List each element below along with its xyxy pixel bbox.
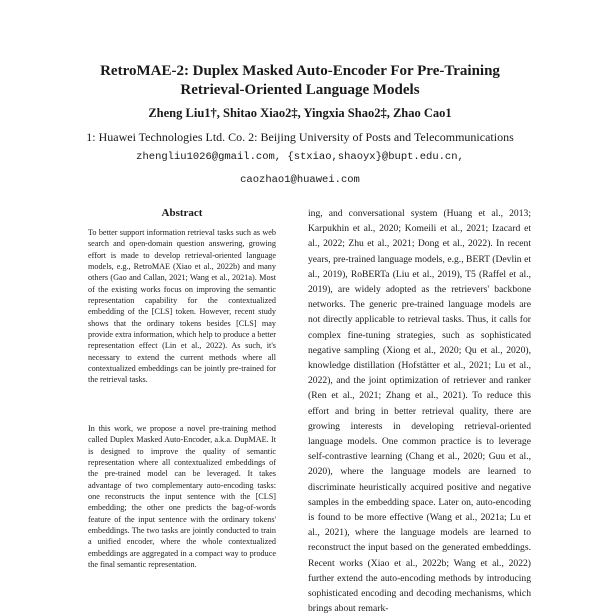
title-line-2: Retrieval-Oriented Language Models [180, 82, 420, 98]
affiliations: 1: Huawei Technologies Ltd. Co. 2: Beijing University of Posts and Telecommunications [86, 130, 514, 144]
body-paragraph: ing, and conversational system (Huang et al., 2013; Karpukhin et al., 2020; Komeili et al., 2021; Izacard et al., 2022; Zhu et al., 2021; Dong et al., 2022). In recent years, pre-trained language models, e.g., BERT (Devlin et al., 2019), RoBERTa (Liu et al., 2019), T5 (Raffel et al., 2019), are widely adopted as the retrievers' backbone networks. The generic pre-trained language models are not directly applicable to retrieval tasks. Thus, it calls for complex fine-tuning strategies, such as sophisticated negative sampling (Xiong et al., 2020; Qu et al., 2020), knowledge distillation (Hofstätter et al., 2021; Lu et al., 2022), and the joint optimization of retriever and ranker (Ren et al., 2021; Zhang et al., 2021). To reduce this effort and bring in better retrieval quality, there are growing interests in developing retrieval-oriented language models. One common practice is to leverage self-contrastive learning (Chang et al., 2020; Guu et al., 2020), where the language models are learned to discriminate heuristically acquired positive and negative samples in the embedding space. Later on, auto-encoding is found to be more effective (Wang et al., 2021a; Lu et al., 2021), where the language models are learned to reconstruct the input based on the generated embeddings. Recent works (Xiao et al., 2022b; Wang et al., 2022) further extend the auto-encoding methods by introducing sophisticated encoding and decoding mechanisms, which brings about remark- [308, 208, 531, 615]
abstract-heading: Abstract [161, 207, 203, 219]
abstract-paragraph-1: To better support information retrieval tasks such as web search and open-domain question answering, growing effort is made to develop retrieval-oriented language models, e.g., RetroMAE (Xiao et al., 2022b) and many others (Gao and Callan, 2021; Wang et al., 2021a). Most of the existing works focus on improving the semantic representation capability for the contextualized embedding of the [CLS] token. However, recent study shows that the ordinary tokens besides [CLS] may provide extra information, which help to produce a better representation effect (Lin et al., 2022). As such, it's necessary to extend the current methods where all contextualized embeddings can be jointly pre-trained for the retrieval tasks. [88, 228, 276, 385]
abstract-paragraph-2: In this work, we propose a novel pre-training method called Duplex Masked Auto-Encoder, a.k.a. DupMAE. It is designed to improve the quality of semantic representation where all contextualized embeddings of the pre-trained model can be leveraged. It takes advantage of two complementary auto-encoding tasks: one reconstructs the input sentence with the [CLS] embedding; the other one predicts the bag-of-words feature of the input sentence with the ordinary tokens' embeddings. The two tasks are jointly conducted to train a unified encoder, where the whole contextualized embeddings are aggregated in a compact way to produce the final semantic representation. [88, 424, 276, 570]
email-line-1: zhengliu1026@gmail.com, {stxiao,shaoyx}@bupt.edu.cn, [136, 151, 464, 163]
email-line-2: caozhao1@huawei.com [240, 174, 360, 186]
paper-title [60, 62, 540, 100]
body-column-right [308, 206, 531, 615]
title-line-1: RetroMAE-2: Duplex Masked Auto-Encoder For Pre-Training [100, 63, 500, 79]
author-list: Zheng Liu1†, Shitao Xiao2‡, Yingxia Shao2‡, Zhao Cao1 [148, 106, 452, 120]
